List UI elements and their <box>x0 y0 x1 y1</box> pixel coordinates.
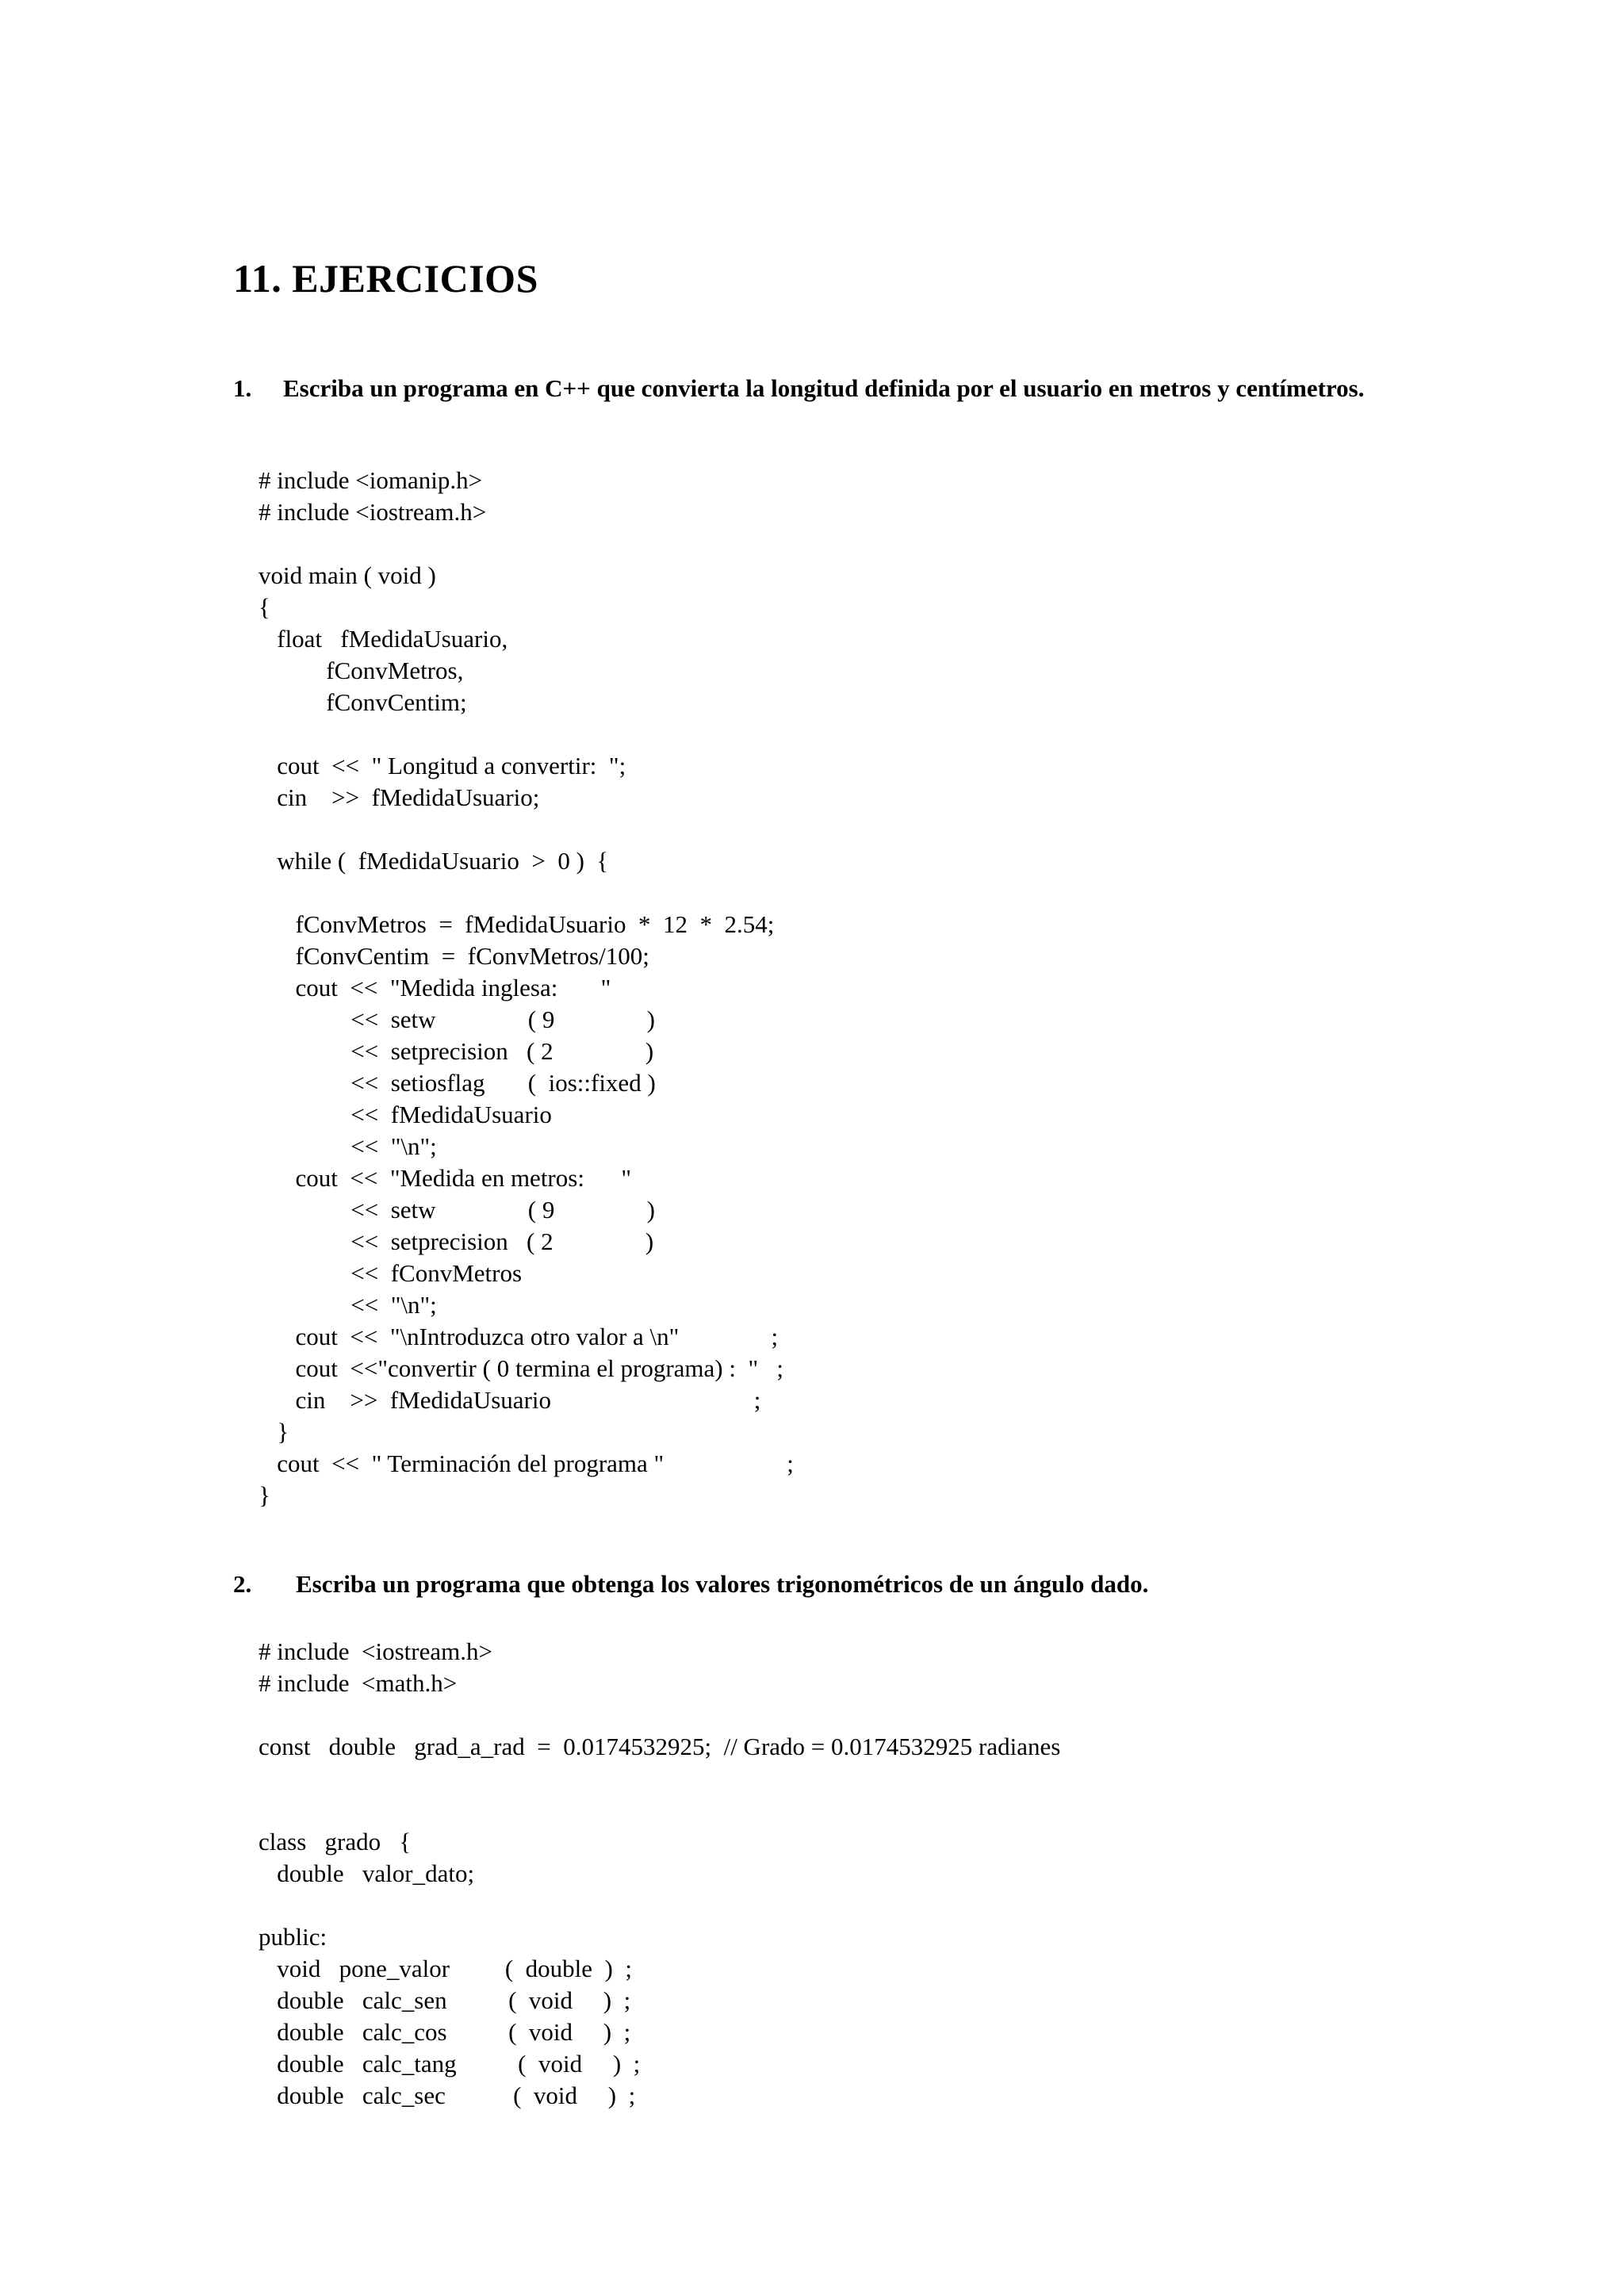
code-line: << "\n"; <box>259 1132 437 1160</box>
code-line: public: <box>259 1923 327 1951</box>
code-line: << fMedidaUsuario <box>259 1101 552 1128</box>
code-line: cout << "Medida inglesa: " <box>259 974 611 1001</box>
code-line: void pone_valor ( double ) ; <box>259 1955 632 1982</box>
code-line: cout <<"convertir ( 0 termina el programa) : " ; <box>259 1354 783 1382</box>
code-block-2 <box>259 1636 1060 2112</box>
code-line: << setiosflag ( ios::fixed ) <box>259 1069 656 1097</box>
code-line: fConvCentim; <box>259 688 467 716</box>
code-line: cin >> fMedidaUsuario; <box>259 783 540 811</box>
code-line: << setprecision ( 2 ) <box>259 1227 654 1255</box>
code-line: fConvMetros = fMedidaUsuario * 12 * 2.54; <box>259 910 775 938</box>
code-line: << "\n"; <box>259 1291 437 1319</box>
code-line: } <box>259 1418 289 1446</box>
exercise-number: 1. <box>233 374 252 402</box>
code-line <box>259 1794 1060 1826</box>
section-heading: 11. EJERCICIOS <box>233 256 538 301</box>
code-line: void main ( void ) <box>259 561 436 589</box>
code-line: # include <iostream.h> <box>259 1637 492 1665</box>
code-line: cin >> fMedidaUsuario ; <box>259 1386 761 1414</box>
code-line <box>259 718 794 750</box>
code-line: double calc_tang ( void ) ; <box>259 2050 641 2078</box>
code-line: cout << " Terminación del programa " ; <box>259 1450 794 1477</box>
code-line: double calc_cos ( void ) ; <box>259 2018 631 2046</box>
code-line: double calc_sec ( void ) ; <box>259 2081 636 2109</box>
code-line: # include <iostream.h> <box>259 498 487 526</box>
code-block-1 <box>259 465 794 1511</box>
code-line: class grado { <box>259 1828 412 1855</box>
code-line: << fConvMetros <box>259 1259 523 1287</box>
code-line <box>259 1763 1060 1794</box>
code-line: { <box>259 593 270 621</box>
code-line: cout << "\nIntroduzca otro valor a \n" ; <box>259 1323 779 1350</box>
code-line: fConvCentim = fConvMetros/100; <box>259 942 649 970</box>
code-line <box>259 528 794 560</box>
code-line: double valor_dato; <box>259 1859 475 1887</box>
code-line: # include <math.h> <box>259 1669 458 1697</box>
code-line <box>259 877 794 909</box>
code-line: } <box>259 1481 270 1509</box>
code-line: fConvMetros, <box>259 657 464 684</box>
code-line: << setw ( 9 ) <box>259 1196 655 1224</box>
exercise-number: 2. <box>233 1570 252 1598</box>
exercise-text: Escriba un programa que obtenga los valores trigonométricos de un ángulo dado. <box>296 1570 1149 1598</box>
code-line: # include <iomanip.h> <box>259 466 483 494</box>
code-line: while ( fMedidaUsuario > 0 ) { <box>259 847 609 875</box>
code-line: << setw ( 9 ) <box>259 1005 655 1033</box>
code-line <box>259 814 794 845</box>
code-line <box>259 1699 1060 1731</box>
code-line: cout << "Medida en metros: " <box>259 1164 632 1192</box>
exercise-2-statement <box>233 1568 1404 1600</box>
code-line <box>259 1890 1060 1921</box>
code-line: double calc_sen ( void ) ; <box>259 1986 631 2014</box>
exercise-1-statement <box>233 373 1404 404</box>
code-line: << setprecision ( 2 ) <box>259 1037 654 1065</box>
code-line: float fMedidaUsuario, <box>259 625 508 653</box>
code-line: const double grad_a_rad = 0.0174532925; // Grado = 0.0174532925 radianes <box>259 1733 1061 1760</box>
code-line: cout << " Longitud a convertir: "; <box>259 752 626 779</box>
exercise-text: Escriba un programa en C++ que convierta la longitud definida por el usuario en metros y centímetros. <box>283 374 1365 402</box>
